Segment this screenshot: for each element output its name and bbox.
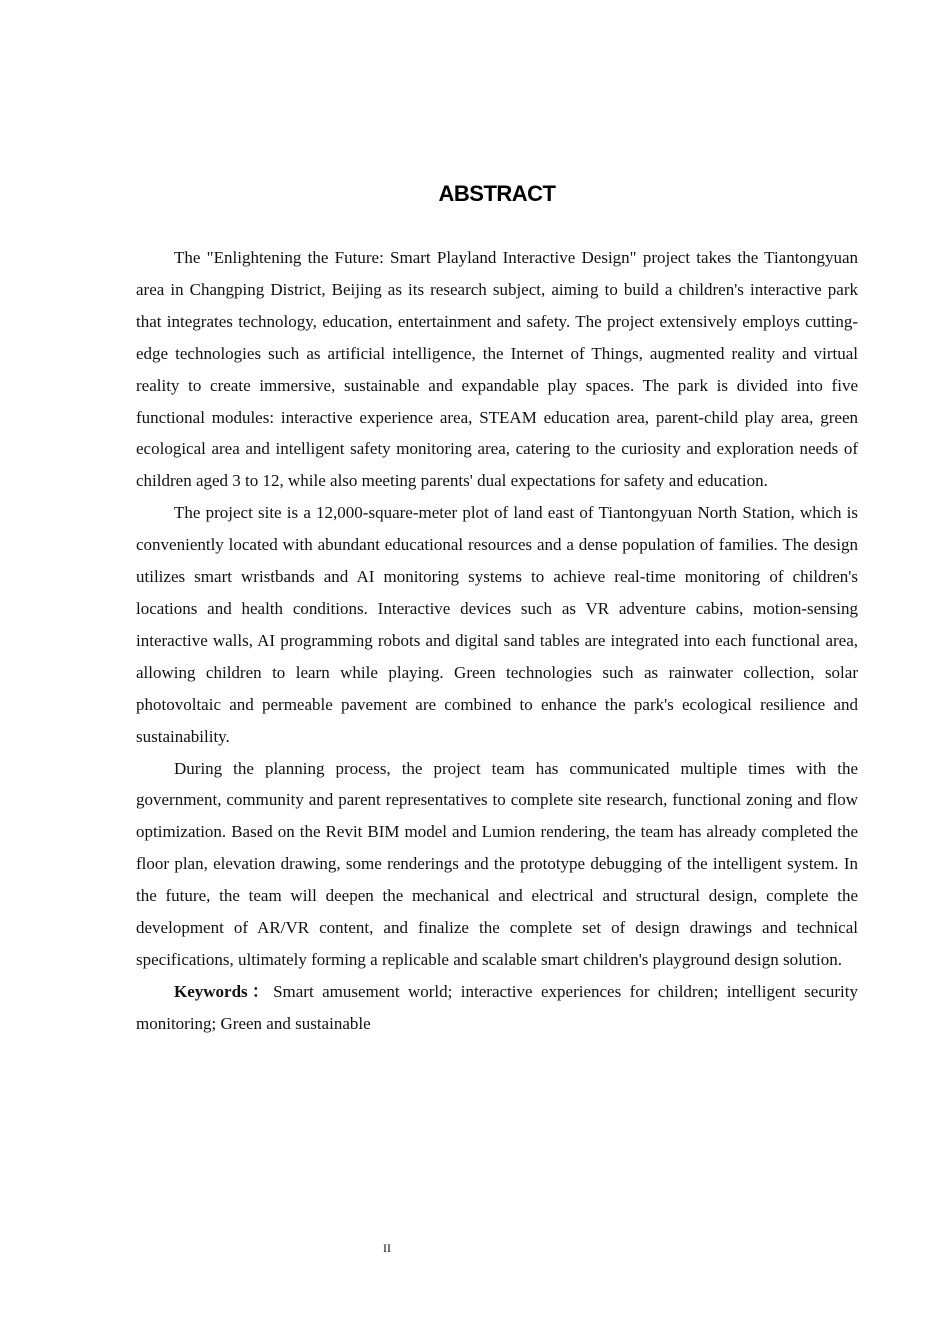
keywords-label: Keywords： <box>174 981 274 1001</box>
keywords-line <box>136 976 858 1040</box>
abstract-paragraph-1: The "Enlightening the Future: Smart Playland Interactive Design" project takes the Tiantongyuan area in Changping District, Beijing as its research subject, aiming to build a children's interactive park that integrates technology, education, entertainment and safety. The project extensively employs cutting-edge technologies such as artificial intelligence, the Internet of Things, augmented reality and virtual reality to create immersive, sustainable and expandable play spaces. The park is divided into five functional modules: interactive experience area, STEAM education area, parent-child play area, green ecological area and intelligent safety monitoring area, catering to the curiosity and exploration needs of children aged 3 to 12, while also meeting parents' dual expectations for safety and education. <box>136 248 858 491</box>
page-title: ABSTRACT <box>438 181 556 206</box>
abstract-body <box>136 242 858 1040</box>
keywords-text: Smart amusement world; interactive experiences for children; intelligent security monitoring; Green and sustainable <box>136 981 858 1033</box>
page-number: II <box>383 1241 391 1255</box>
abstract-paragraph-2: The project site is a 12,000-square-meter plot of land east of Tiantongyuan North Station, which is conveniently located with abundant educational resources and a dense population of families. The design utilizes smart wristbands and AI monitoring systems to achieve real-time monitoring of children's locations and health conditions. Interactive devices such as VR adventure cabins, motion-sensing interactive walls, AI programming robots and digital sand tables are integrated into each functional area, allowing children to learn while playing. Green technologies such as rainwater collection, solar photovoltaic and permeable pavement are combined to enhance the park's ecological resilience and sustainability. <box>136 503 858 746</box>
abstract-paragraph-3: During the planning process, the project team has communicated multiple times with the government, community and parent representatives to complete site research, functional zoning and flow optimization. Based on the Revit BIM model and Lumion rendering, the team has already completed the floor plan, elevation drawing, some renderings and the prototype debugging of the intelligent system. In the future, the team will deepen the mechanical and electrical and structural design, complete the development of AR/VR content, and finalize the complete set of design drawings and technical specifications, ultimately forming a replicable and scalable smart children's playground design solution. <box>136 758 858 969</box>
